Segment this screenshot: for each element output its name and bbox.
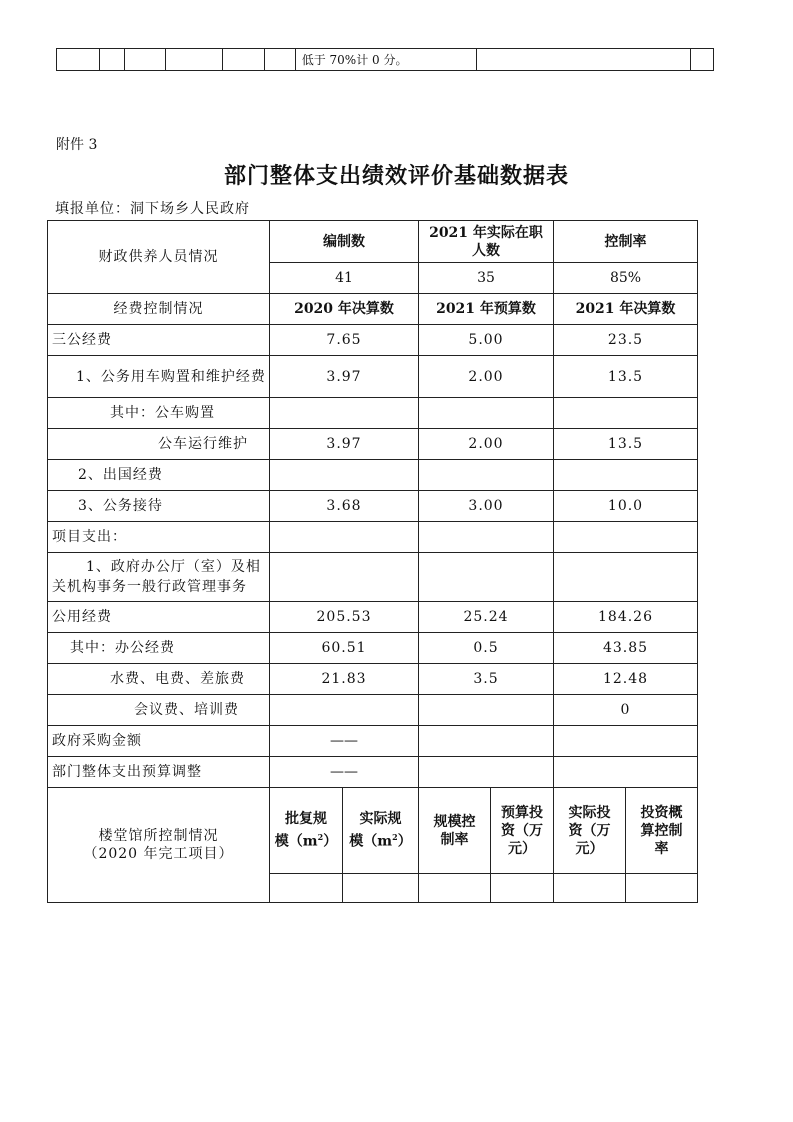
fragment-cell [223, 49, 264, 71]
row-label: 1、公务用车购置和维护经费 [48, 356, 270, 398]
staff-row-label: 财政供养人员情况 [48, 221, 270, 294]
row-value-2020: —— [270, 757, 419, 788]
building-header-actual-investment [554, 788, 626, 874]
fragment-cell [264, 49, 295, 71]
budget-header-2021-budget: 2021 年预算数 [419, 294, 554, 325]
row-value-2021-budget: 2.00 [419, 356, 554, 398]
row-value-2021-budget [419, 553, 554, 602]
row-label: 1、政府办公厅（室）及相关机构事务一般行政管理事务 [48, 553, 270, 602]
attachment-label: 附件 3 [56, 137, 98, 153]
header-line: 预算投 [501, 804, 543, 821]
row-value-2020 [270, 460, 419, 491]
building-header-budget-investment [491, 788, 554, 874]
table-row [48, 757, 698, 788]
evaluation-table [47, 220, 698, 903]
budget-row-label: 经费控制情况 [48, 294, 270, 325]
row-label: 公用经费 [48, 602, 270, 633]
row-value-2021-final [554, 398, 698, 429]
row-value-2021-final: 184.26 [554, 602, 698, 633]
staff-header-rate: 控制率 [554, 221, 698, 263]
row-label: 项目支出： [48, 522, 270, 553]
row-value-2021-final [554, 460, 698, 491]
staff-value-actual: 35 [419, 263, 554, 294]
budget-header-2021-final: 2021 年决算数 [554, 294, 698, 325]
header-line: 资（万 [501, 822, 543, 839]
row-value-2020: 7.65 [270, 325, 419, 356]
header-line [270, 828, 342, 851]
fragment-cell [477, 49, 691, 71]
table-row [48, 522, 698, 553]
header-line: 实际规 [359, 811, 402, 828]
row-label: 水费、电费、差旅费 [48, 664, 270, 695]
row-value-2021-final: 10.0 [554, 491, 698, 522]
building-header-approved-scale [270, 788, 343, 874]
filler-unit: 填报单位：洞下场乡人民政府 [55, 201, 250, 217]
table-row [48, 664, 698, 695]
fragment-cell [166, 49, 223, 71]
building-value-cell [419, 874, 491, 903]
staff-header-quota: 编制数 [270, 221, 419, 263]
row-label: 公车运行维护 [48, 429, 270, 460]
row-value-2020: 60.51 [270, 633, 419, 664]
row-value-2021-budget [419, 695, 554, 726]
staff-value-quota: 41 [270, 263, 419, 294]
budget-header-2020-final: 2020 年决算数 [270, 294, 419, 325]
header-text: 模（m [274, 833, 318, 850]
header-line: 批复规 [285, 811, 327, 828]
row-value-2020: 3.68 [270, 491, 419, 522]
row-value-2020: 21.83 [270, 664, 419, 695]
header-line: 制率 [440, 831, 469, 848]
header-text: ） [397, 833, 412, 850]
row-value-2020 [270, 398, 419, 429]
building-value-cell [626, 874, 698, 903]
row-label: 会议费、培训费 [48, 695, 270, 726]
header-line: 投资概 [640, 804, 683, 821]
table-row [48, 491, 698, 522]
row-value-2021-budget: 25.24 [419, 602, 554, 633]
row-value-2021-budget: 5.00 [419, 325, 554, 356]
row-value-2021-final: 23.5 [554, 325, 698, 356]
row-value-2021-final: 13.5 [554, 356, 698, 398]
building-header-actual-scale [343, 788, 419, 874]
table-row [48, 602, 698, 633]
table-row [48, 356, 698, 398]
superscript: 2 [392, 832, 398, 843]
fragment-cell [690, 49, 713, 71]
table-row [48, 726, 698, 757]
row-label: 其中：公车购置 [48, 398, 270, 429]
header-line: 规模控 [433, 813, 476, 830]
row-value-2021-budget [419, 522, 554, 553]
row-value-2020: 3.97 [270, 356, 419, 398]
row-value-2021-budget [419, 460, 554, 491]
row-value-2021-final [554, 553, 698, 602]
table-row [48, 429, 698, 460]
previous-table-fragment [56, 48, 714, 71]
header-line: 元） [508, 840, 536, 857]
row-value-2020 [270, 695, 419, 726]
fragment-text: 低于 70%计 0 分。 [295, 49, 477, 71]
header-text: 模（m [349, 833, 393, 850]
superscript: 2 [317, 832, 324, 843]
row-value-2021-budget: 3.00 [419, 491, 554, 522]
row-value-2021-budget [419, 398, 554, 429]
row-value-2021-budget [419, 726, 554, 757]
table-row [48, 695, 698, 726]
table-row [48, 633, 698, 664]
staff-value-rate: 85% [554, 263, 698, 294]
table-row [48, 398, 698, 429]
building-label-line1: 楼堂馆所控制情况 [98, 828, 219, 844]
header-line: 率 [654, 840, 669, 857]
building-header-scale-rate [419, 788, 491, 874]
header-line [343, 828, 418, 851]
row-value-2021-budget [419, 757, 554, 788]
page-title: 部门整体支出绩效评价基础数据表 [223, 163, 569, 189]
row-value-2021-budget: 3.5 [419, 664, 554, 695]
building-value-cell [343, 874, 419, 903]
building-control-label [48, 788, 270, 903]
building-value-cell [554, 874, 626, 903]
row-value-2021-final: 12.48 [554, 664, 698, 695]
row-label: 部门整体支出预算调整 [48, 757, 270, 788]
fragment-cell [57, 49, 100, 71]
row-value-2021-final [554, 726, 698, 757]
fragment-cell [100, 49, 125, 71]
fragment-cell [125, 49, 166, 71]
row-value-2020: 3.97 [270, 429, 419, 460]
row-value-2020 [270, 522, 419, 553]
building-label-line2: （2020 年完工项目） [83, 846, 234, 862]
row-label: 2、出国经费 [48, 460, 270, 491]
row-value-2021-budget: 0.5 [419, 633, 554, 664]
header-line: 算控制 [640, 822, 683, 839]
row-value-2020 [270, 553, 419, 602]
header-line: 实际投 [568, 804, 611, 821]
table-row [48, 460, 698, 491]
table-row [48, 553, 698, 602]
building-header-investment-rate [626, 788, 698, 874]
row-value-2021-budget: 2.00 [419, 429, 554, 460]
row-value-2021-final: 13.5 [554, 429, 698, 460]
building-value-cell [491, 874, 554, 903]
row-label: 政府采购金额 [48, 726, 270, 757]
row-value-2021-final: 43.85 [554, 633, 698, 664]
row-label: 3、公务接待 [48, 491, 270, 522]
table-row [48, 325, 698, 356]
header-line: 元） [575, 840, 604, 857]
row-label: 其中：办公经费 [48, 633, 270, 664]
row-value-2021-final [554, 522, 698, 553]
row-value-2020: —— [270, 726, 419, 757]
row-label: 三公经费 [48, 325, 270, 356]
row-value-2021-final: 0 [554, 695, 698, 726]
staff-header-actual: 2021 年实际在职人数 [419, 221, 554, 263]
header-text: ） [323, 833, 338, 850]
row-value-2021-final [554, 757, 698, 788]
building-value-cell [270, 874, 343, 903]
header-line: 资（万 [568, 822, 611, 839]
row-value-2020: 205.53 [270, 602, 419, 633]
